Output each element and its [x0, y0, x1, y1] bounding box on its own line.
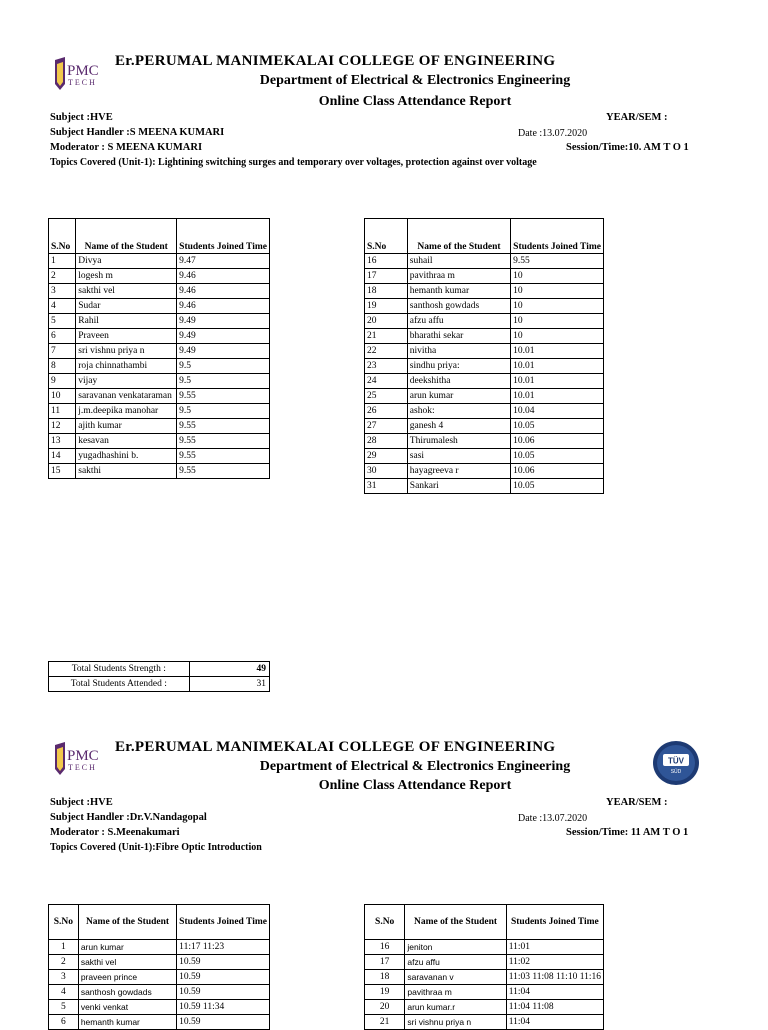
student-name-cell: sasi: [407, 449, 510, 464]
sno-cell: 21: [365, 329, 408, 344]
student-name-cell: kesavan: [76, 434, 177, 449]
table-row: [365, 985, 604, 1000]
student-name-cell: hayagreeva r: [407, 464, 510, 479]
sno-cell: 2: [49, 269, 76, 284]
table-row: [365, 419, 604, 434]
header-sno: S.No: [365, 219, 408, 254]
sno-cell: 25: [365, 389, 408, 404]
sno-cell: 1: [49, 254, 76, 269]
joined-time-cell: 10.05: [511, 449, 604, 464]
table-row: [365, 284, 604, 299]
student-name-cell: Rahil: [76, 314, 177, 329]
sno-cell: 26: [365, 404, 408, 419]
student-name-cell: Praveen: [76, 329, 177, 344]
joined-time-cell: 11:04: [506, 1015, 603, 1030]
student-name-cell: venki venkat: [78, 1000, 176, 1015]
joined-time-cell: 9.55: [177, 434, 270, 449]
sno-cell: 20: [365, 1000, 405, 1015]
joined-time-cell: 11:04 11:08: [506, 1000, 603, 1015]
student-name-cell: Sudar: [76, 299, 177, 314]
sno-cell: 6: [49, 1015, 79, 1030]
sno-cell: 24: [365, 374, 408, 389]
student-name-cell: hemanth kumar: [78, 1015, 176, 1030]
subject-label: Subject :HVE: [50, 797, 113, 808]
table-row: [49, 359, 270, 374]
table-row: [49, 314, 270, 329]
logo-top-text: PMC: [67, 63, 99, 79]
student-name-cell: ajith kumar: [76, 419, 177, 434]
tuv-sud-badge-icon: [652, 740, 700, 786]
sno-cell: 8: [49, 359, 76, 374]
joined-time-cell: 9.55: [511, 254, 604, 269]
student-name-cell: deekshitha: [407, 374, 510, 389]
student-name-cell: praveen prince: [78, 970, 176, 985]
sno-cell: 29: [365, 449, 408, 464]
sno-cell: 10: [49, 389, 76, 404]
sno-cell: 3: [49, 970, 79, 985]
joined-time-cell: 10.01: [511, 344, 604, 359]
joined-time-cell: 11:02: [506, 955, 603, 970]
student-name-cell: sri vishnu priya n: [405, 1015, 506, 1030]
header-name: Name of the Student: [76, 219, 177, 254]
sno-cell: 28: [365, 434, 408, 449]
joined-time-cell: 10: [511, 284, 604, 299]
student-name-cell: nivitha: [407, 344, 510, 359]
header-time: Students Joined Time: [506, 905, 603, 940]
table-row: [365, 1000, 604, 1015]
college-name: Er.PERUMAL MANIMEKALAI COLLEGE OF ENGINEERING: [115, 739, 556, 755]
student-name-cell: sakthi vel: [76, 284, 177, 299]
sno-cell: 31: [365, 479, 408, 494]
student-name-cell: sri vishnu priya n: [76, 344, 177, 359]
joined-time-cell: 9.55: [177, 419, 270, 434]
student-name-cell: arun kumar.r: [405, 1000, 506, 1015]
table-row: [365, 955, 604, 970]
svg-text:SÜD: SÜD: [670, 769, 682, 775]
table-row: [49, 1015, 270, 1030]
student-name-cell: arun kumar: [78, 940, 176, 955]
subject-label: Subject :HVE: [50, 112, 113, 123]
table-row: [49, 344, 270, 359]
student-name-cell: suhail: [407, 254, 510, 269]
sno-cell: 12: [49, 419, 76, 434]
table-row: [49, 449, 270, 464]
joined-time-cell: 9.46: [177, 284, 270, 299]
report-date: Date :13.07.2020: [518, 128, 588, 139]
sno-cell: 16: [365, 254, 408, 269]
subject-handler: Subject Handler :S MEENA KUMARI: [50, 127, 225, 138]
sno-cell: 6: [49, 329, 76, 344]
department-name: Department of Electrical & Electronics Engineering: [259, 73, 571, 88]
student-name-cell: sindhu priya:: [407, 359, 510, 374]
header-time: Students Joined Time: [177, 905, 270, 940]
joined-time-cell: 10.01: [511, 359, 604, 374]
sno-cell: 17: [365, 955, 405, 970]
table-row: [49, 970, 270, 985]
joined-time-cell: 9.47: [177, 254, 270, 269]
sno-cell: 27: [365, 419, 408, 434]
table-row: [49, 419, 270, 434]
logo-bottom-text: TECH: [68, 78, 97, 87]
student-name-cell: sakthi: [76, 464, 177, 479]
sno-cell: 3: [49, 284, 76, 299]
year-sem-label: YEAR/SEM :: [606, 112, 668, 123]
sno-cell: 19: [365, 985, 405, 1000]
report-title: Online Class Attendance Report: [318, 778, 512, 793]
svg-text:TÜV: TÜV: [668, 756, 684, 766]
table-row: [365, 389, 604, 404]
sno-cell: 7: [49, 344, 76, 359]
table-row: [365, 464, 604, 479]
student-name-cell: Sankari: [407, 479, 510, 494]
joined-time-cell: 9.55: [177, 464, 270, 479]
table-row: [49, 404, 270, 419]
sno-cell: 20: [365, 314, 408, 329]
student-name-cell: pavithraa m: [407, 269, 510, 284]
student-name-cell: saravanan v: [405, 970, 506, 985]
table-row: [49, 940, 270, 955]
sno-cell: 21: [365, 1015, 405, 1030]
table-row: [49, 955, 270, 970]
topics-covered: Topics Covered (Unit-1): Lightining switching surges and temporary over voltages, protection against over voltage: [50, 157, 537, 168]
table-row: [49, 985, 270, 1000]
student-name-cell: arun kumar: [407, 389, 510, 404]
header-name: Name of the Student: [405, 905, 506, 940]
joined-time-cell: 9.5: [177, 374, 270, 389]
sno-cell: 9: [49, 374, 76, 389]
table-row: [49, 374, 270, 389]
logo-top-text: PMC: [67, 748, 99, 764]
joined-time-cell: 10.59: [177, 955, 270, 970]
table-row: [365, 299, 604, 314]
header-name: Name of the Student: [78, 905, 176, 940]
joined-time-cell: 10.59: [177, 1015, 270, 1030]
joined-time-cell: 10.06: [511, 434, 604, 449]
sno-cell: 1: [49, 940, 79, 955]
header-time: Students Joined Time: [511, 219, 604, 254]
table-row: [365, 970, 604, 985]
table-row: [365, 434, 604, 449]
table-row: [365, 269, 604, 284]
joined-time-cell: 10.05: [511, 479, 604, 494]
attendance-table-left: [48, 218, 270, 479]
student-name-cell: j.m.deepika manohar: [76, 404, 177, 419]
student-name-cell: sakthi vel: [78, 955, 176, 970]
moderator: Moderator : S.Meenakumari: [50, 827, 180, 838]
report-date: Date :13.07.2020: [518, 813, 588, 824]
joined-time-cell: 9.5: [177, 404, 270, 419]
header-sno: S.No: [49, 905, 79, 940]
sno-cell: 23: [365, 359, 408, 374]
joined-time-cell: 10.06: [511, 464, 604, 479]
joined-time-cell: 10: [511, 314, 604, 329]
student-name-cell: logesh m: [76, 269, 177, 284]
table-row: [365, 1015, 604, 1030]
header-name: Name of the Student: [407, 219, 510, 254]
total-strength-value: 49: [189, 662, 269, 677]
student-name-cell: bharathi sekar: [407, 329, 510, 344]
student-name-cell: jeniton: [405, 940, 506, 955]
sno-cell: 13: [49, 434, 76, 449]
student-name-cell: roja chinnathambi: [76, 359, 177, 374]
total-attended-label: Total Students Attended :: [49, 677, 190, 692]
joined-time-cell: 9.49: [177, 314, 270, 329]
session-time: Session/Time:10. AM T O 1: [566, 142, 689, 153]
college-name: Er.PERUMAL MANIMEKALAI COLLEGE OF ENGINEERING: [115, 53, 556, 69]
attendance-table-right: [364, 218, 604, 494]
joined-time-cell: 9.46: [177, 299, 270, 314]
subject-handler: Subject Handler :Dr.V.Nandagopal: [50, 812, 207, 823]
table-row: [49, 389, 270, 404]
sno-cell: 19: [365, 299, 408, 314]
table-row: [365, 329, 604, 344]
table-row: [49, 464, 270, 479]
joined-time-cell: 9.49: [177, 344, 270, 359]
attendance-table-right: [364, 904, 604, 1030]
student-name-cell: vijay: [76, 374, 177, 389]
table-row: [365, 359, 604, 374]
table-row: [49, 269, 270, 284]
moderator: Moderator : S MEENA KUMARI: [50, 142, 203, 153]
sno-cell: 16: [365, 940, 405, 955]
sno-cell: 5: [49, 1000, 79, 1015]
sno-cell: 14: [49, 449, 76, 464]
joined-time-cell: 11:17 11:23: [177, 940, 270, 955]
header-sno: S.No: [365, 905, 405, 940]
joined-time-cell: 10.05: [511, 419, 604, 434]
student-name-cell: pavithraa m: [405, 985, 506, 1000]
topics-covered: Topics Covered (Unit-1):Fibre Optic Introduction: [50, 842, 262, 853]
student-name-cell: yugadhashini b.: [76, 449, 177, 464]
student-name-cell: saravanan venkataraman: [76, 389, 177, 404]
joined-time-cell: 11:01: [506, 940, 603, 955]
joined-time-cell: 9.5: [177, 359, 270, 374]
table-row: [49, 254, 270, 269]
student-name-cell: ganesh 4: [407, 419, 510, 434]
department-name: Department of Electrical & Electronics Engineering: [259, 759, 571, 774]
table-row: [365, 449, 604, 464]
table-row: [365, 254, 604, 269]
joined-time-cell: 11:04: [506, 985, 603, 1000]
attendance-table-left: [48, 904, 270, 1030]
year-sem-label: YEAR/SEM :: [606, 797, 668, 808]
sno-cell: 5: [49, 314, 76, 329]
joined-time-cell: 10.59: [177, 970, 270, 985]
joined-time-cell: 9.49: [177, 329, 270, 344]
student-name-cell: afzu affu: [407, 314, 510, 329]
joined-time-cell: 10: [511, 299, 604, 314]
joined-time-cell: 9.55: [177, 389, 270, 404]
table-row: [365, 374, 604, 389]
student-name-cell: afzu affu: [405, 955, 506, 970]
logo-bottom-text: TECH: [68, 763, 97, 772]
sno-cell: 2: [49, 955, 79, 970]
header-sno: S.No: [49, 219, 76, 254]
student-name-cell: santhosh gowdads: [407, 299, 510, 314]
student-name-cell: santhosh gowdads: [78, 985, 176, 1000]
student-name-cell: hemanth kumar: [407, 284, 510, 299]
sno-cell: 17: [365, 269, 408, 284]
joined-time-cell: 10: [511, 329, 604, 344]
joined-time-cell: 10.59 11:34: [177, 1000, 270, 1015]
joined-time-cell: 10.59: [177, 985, 270, 1000]
sno-cell: 18: [365, 284, 408, 299]
student-name-cell: ashok:: [407, 404, 510, 419]
joined-time-cell: 10: [511, 269, 604, 284]
joined-time-cell: 9.55: [177, 449, 270, 464]
session-time: Session/Time: 11 AM T O 1: [566, 827, 689, 838]
sno-cell: 22: [365, 344, 408, 359]
sno-cell: 18: [365, 970, 405, 985]
joined-time-cell: 9.46: [177, 269, 270, 284]
joined-time-cell: 10.01: [511, 374, 604, 389]
student-name-cell: Thirumalesh: [407, 434, 510, 449]
table-row: [365, 940, 604, 955]
joined-time-cell: 10.01: [511, 389, 604, 404]
sno-cell: 30: [365, 464, 408, 479]
table-row: [365, 404, 604, 419]
report-title: Online Class Attendance Report: [318, 94, 512, 109]
table-row: [49, 1000, 270, 1015]
sno-cell: 15: [49, 464, 76, 479]
sno-cell: 11: [49, 404, 76, 419]
table-row: [49, 299, 270, 314]
table-row: [365, 344, 604, 359]
totals-table: [48, 661, 270, 692]
total-attended-value: 31: [189, 677, 269, 692]
table-row: [365, 314, 604, 329]
total-strength-label: Total Students Strength :: [49, 662, 190, 677]
header-time: Students Joined Time: [177, 219, 270, 254]
table-row: [49, 284, 270, 299]
joined-time-cell: 10.04: [511, 404, 604, 419]
sno-cell: 4: [49, 985, 79, 1000]
joined-time-cell: 11:03 11:08 11:10 11:16: [506, 970, 603, 985]
sno-cell: 4: [49, 299, 76, 314]
table-row: [365, 479, 604, 494]
table-row: [49, 329, 270, 344]
student-name-cell: Divya: [76, 254, 177, 269]
table-row: [49, 434, 270, 449]
